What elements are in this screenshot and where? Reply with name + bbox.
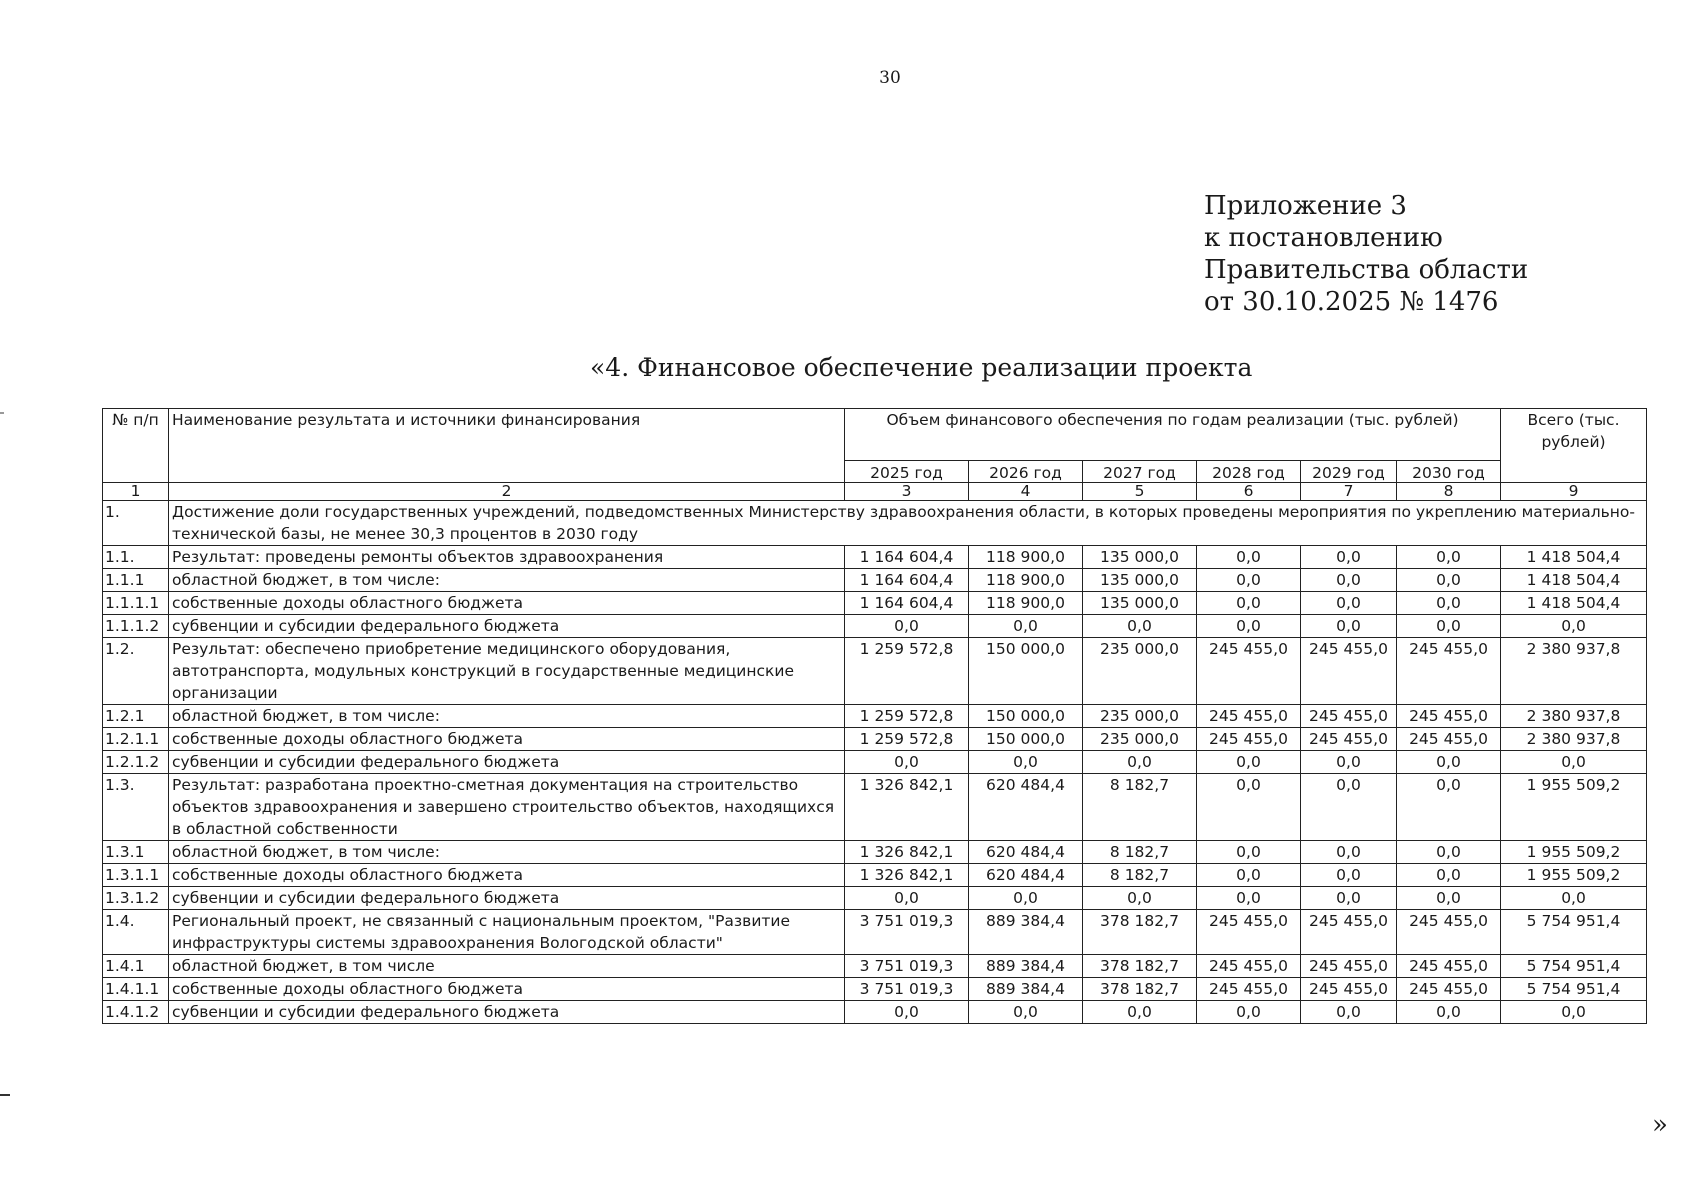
row-year-value: 0,0 <box>1197 841 1301 864</box>
header-year-5: 2029 год <box>1301 461 1397 483</box>
row-year-value: 245 455,0 <box>1397 705 1501 728</box>
row-year-value: 245 455,0 <box>1301 728 1397 751</box>
row-year-value: 889 384,4 <box>969 955 1083 978</box>
row-year-value: 235 000,0 <box>1083 705 1197 728</box>
row-total-value: 2 380 937,8 <box>1501 705 1647 728</box>
row-year-value: 0,0 <box>1083 887 1197 910</box>
row-name: Результат: проведены ремонты объектов здравоохранения <box>169 546 845 569</box>
row-year-value: 0,0 <box>1197 615 1301 638</box>
row-year-value: 0,0 <box>845 887 969 910</box>
row-total-value: 0,0 <box>1501 615 1647 638</box>
row-total-value: 1 955 509,2 <box>1501 774 1647 841</box>
table-row <box>103 546 1647 569</box>
row-year-value: 620 484,4 <box>969 841 1083 864</box>
row-year-value: 0,0 <box>1197 569 1301 592</box>
appendix-block <box>1204 190 1528 318</box>
row-year-value: 0,0 <box>1397 751 1501 774</box>
row-year-value: 245 455,0 <box>1397 728 1501 751</box>
row-year-value: 8 182,7 <box>1083 841 1197 864</box>
row-year-value: 0,0 <box>845 615 969 638</box>
row-number: 1.2.1.2 <box>103 751 169 774</box>
row-name: областной бюджет, в том числе: <box>169 705 845 728</box>
table-row <box>103 705 1647 728</box>
section-text: Достижение доли государственных учреждений, подведомственных Министерству здравоохранения области, в которых проведены мероприятия по укреплению материально-технической базы, не менее 30,3 процентов в 2030 году <box>169 501 1647 546</box>
column-number-2: 2 <box>169 483 845 501</box>
row-year-value: 378 182,7 <box>1083 978 1197 1001</box>
row-number: 1.1.1 <box>103 569 169 592</box>
row-number: 1.4.1 <box>103 955 169 978</box>
header-volume: Объем финансового обеспечения по годам реализации (тыс. рублей) <box>845 409 1501 461</box>
row-name: областной бюджет, в том числе: <box>169 569 845 592</box>
table-row <box>103 751 1647 774</box>
column-number-7: 7 <box>1301 483 1397 501</box>
row-year-value: 3 751 019,3 <box>845 910 969 955</box>
row-year-value: 8 182,7 <box>1083 774 1197 841</box>
scan-margin-mark <box>0 412 4 414</box>
row-year-value: 0,0 <box>1197 546 1301 569</box>
header-year-4: 2028 год <box>1197 461 1301 483</box>
row-name: субвенции и субсидии федерального бюджета <box>169 887 845 910</box>
table-row <box>103 569 1647 592</box>
row-number: 1.2.1.1 <box>103 728 169 751</box>
row-number: 1.4. <box>103 910 169 955</box>
row-name: субвенции и субсидии федерального бюджета <box>169 1001 845 1024</box>
row-name: областной бюджет, в том числе: <box>169 841 845 864</box>
row-year-value: 378 182,7 <box>1083 955 1197 978</box>
table-row <box>103 887 1647 910</box>
header-year-2: 2026 год <box>969 461 1083 483</box>
table-row <box>103 774 1647 841</box>
table-row <box>103 955 1647 978</box>
row-number: 1.4.1.1 <box>103 978 169 1001</box>
closing-quote: » <box>1652 1110 1668 1140</box>
row-year-value: 0,0 <box>1397 864 1501 887</box>
row-year-value: 245 455,0 <box>1301 910 1397 955</box>
table-row <box>103 592 1647 615</box>
column-number-5: 5 <box>1083 483 1197 501</box>
row-year-value: 245 455,0 <box>1397 910 1501 955</box>
row-year-value: 245 455,0 <box>1197 638 1301 705</box>
row-year-value: 0,0 <box>1197 887 1301 910</box>
column-number-8: 8 <box>1397 483 1501 501</box>
row-name: субвенции и субсидии федерального бюджета <box>169 615 845 638</box>
header-year-3: 2027 год <box>1083 461 1197 483</box>
row-year-value: 1 326 842,1 <box>845 841 969 864</box>
row-year-value: 620 484,4 <box>969 774 1083 841</box>
row-year-value: 0,0 <box>1083 1001 1197 1024</box>
row-number: 1.3.1 <box>103 841 169 864</box>
table-body <box>103 501 1647 1024</box>
row-year-value: 1 259 572,8 <box>845 705 969 728</box>
row-year-value: 0,0 <box>845 1001 969 1024</box>
row-year-value: 0,0 <box>1197 751 1301 774</box>
row-year-value: 0,0 <box>1301 592 1397 615</box>
row-year-value: 0,0 <box>1301 841 1397 864</box>
row-year-value: 245 455,0 <box>1301 955 1397 978</box>
row-year-value: 1 326 842,1 <box>845 774 969 841</box>
row-year-value: 0,0 <box>1397 841 1501 864</box>
row-year-value: 235 000,0 <box>1083 728 1197 751</box>
table-row <box>103 910 1647 955</box>
row-year-value: 889 384,4 <box>969 978 1083 1001</box>
row-number: 1.4.1.2 <box>103 1001 169 1024</box>
row-year-value: 0,0 <box>1083 615 1197 638</box>
document-title: «4. Финансовое обеспечение реализации проекта <box>590 353 1253 382</box>
row-year-value: 0,0 <box>969 751 1083 774</box>
row-year-value: 150 000,0 <box>969 638 1083 705</box>
row-name: Результат: обеспечено приобретение медицинского оборудования, автотранспорта, модульных конструкций в государственные медицинские организации <box>169 638 845 705</box>
row-year-value: 0,0 <box>1301 569 1397 592</box>
header-name: Наименование результата и источники финансирования <box>169 409 845 483</box>
row-year-value: 0,0 <box>1397 615 1501 638</box>
row-number: 1.1.1.2 <box>103 615 169 638</box>
row-total-value: 2 380 937,8 <box>1501 638 1647 705</box>
row-total-value: 1 418 504,4 <box>1501 592 1647 615</box>
row-year-value: 0,0 <box>1397 887 1501 910</box>
row-total-value: 5 754 951,4 <box>1501 978 1647 1001</box>
row-name: субвенции и субсидии федерального бюджета <box>169 751 845 774</box>
scan-margin-dash <box>0 1094 10 1096</box>
row-year-value: 378 182,7 <box>1083 910 1197 955</box>
row-year-value: 118 900,0 <box>969 546 1083 569</box>
column-number-6: 6 <box>1197 483 1301 501</box>
column-number-9: 9 <box>1501 483 1647 501</box>
row-year-value: 0,0 <box>969 887 1083 910</box>
row-year-value: 8 182,7 <box>1083 864 1197 887</box>
row-year-value: 0,0 <box>1197 592 1301 615</box>
row-name: Региональный проект, не связанный с национальным проектом, "Развитие инфраструктуры системы здравоохранения Вологодской области" <box>169 910 845 955</box>
table-header <box>103 409 1647 501</box>
table-row <box>103 841 1647 864</box>
table-row <box>103 978 1647 1001</box>
row-year-value: 245 455,0 <box>1301 705 1397 728</box>
row-year-value: 245 455,0 <box>1197 955 1301 978</box>
section-row <box>103 501 1647 546</box>
row-year-value: 0,0 <box>845 751 969 774</box>
row-year-value: 1 164 604,4 <box>845 569 969 592</box>
row-number: 1.3.1.1 <box>103 864 169 887</box>
row-name: Результат: разработана проектно-сметная документация на строительство объектов здравоохранения и завершено строительство объектов, находящихся в областной собственности <box>169 774 845 841</box>
header-num: № п/п <box>103 409 169 483</box>
row-number: 1.2. <box>103 638 169 705</box>
row-year-value: 0,0 <box>1301 615 1397 638</box>
row-total-value: 5 754 951,4 <box>1501 955 1647 978</box>
section-number: 1. <box>103 501 169 546</box>
row-year-value: 0,0 <box>1197 1001 1301 1024</box>
row-year-value: 135 000,0 <box>1083 569 1197 592</box>
row-year-value: 235 000,0 <box>1083 638 1197 705</box>
column-number-4: 4 <box>969 483 1083 501</box>
row-year-value: 118 900,0 <box>969 569 1083 592</box>
row-year-value: 1 164 604,4 <box>845 592 969 615</box>
row-year-value: 0,0 <box>1197 864 1301 887</box>
row-name: собственные доходы областного бюджета <box>169 864 845 887</box>
row-total-value: 0,0 <box>1501 751 1647 774</box>
row-year-value: 0,0 <box>1301 751 1397 774</box>
row-year-value: 245 455,0 <box>1197 728 1301 751</box>
row-year-value: 1 259 572,8 <box>845 728 969 751</box>
row-year-value: 1 164 604,4 <box>845 546 969 569</box>
row-year-value: 0,0 <box>1083 751 1197 774</box>
header-year-1: 2025 год <box>845 461 969 483</box>
row-total-value: 1 955 509,2 <box>1501 864 1647 887</box>
row-total-value: 1 955 509,2 <box>1501 841 1647 864</box>
row-number: 1.1.1.1 <box>103 592 169 615</box>
table-row <box>103 864 1647 887</box>
row-year-value: 1 326 842,1 <box>845 864 969 887</box>
row-year-value: 889 384,4 <box>969 910 1083 955</box>
row-name: областной бюджет, в том числе <box>169 955 845 978</box>
page-number: 30 <box>879 68 901 88</box>
row-year-value: 245 455,0 <box>1397 978 1501 1001</box>
table-row <box>103 1001 1647 1024</box>
row-total-value: 2 380 937,8 <box>1501 728 1647 751</box>
row-year-value: 1 259 572,8 <box>845 638 969 705</box>
row-year-value: 0,0 <box>1301 864 1397 887</box>
row-year-value: 135 000,0 <box>1083 546 1197 569</box>
row-year-value: 620 484,4 <box>969 864 1083 887</box>
appendix-line-1: Приложение 3 <box>1204 191 1407 221</box>
row-year-value: 0,0 <box>1301 887 1397 910</box>
row-year-value: 3 751 019,3 <box>845 955 969 978</box>
row-year-value: 0,0 <box>969 615 1083 638</box>
row-year-value: 150 000,0 <box>969 728 1083 751</box>
table-row <box>103 615 1647 638</box>
row-number: 1.1. <box>103 546 169 569</box>
table-row <box>103 638 1647 705</box>
row-year-value: 245 455,0 <box>1397 638 1501 705</box>
row-number: 1.3.1.2 <box>103 887 169 910</box>
row-year-value: 245 455,0 <box>1397 955 1501 978</box>
row-year-value: 0,0 <box>1397 569 1501 592</box>
financing-table <box>102 408 1647 1024</box>
row-year-value: 118 900,0 <box>969 592 1083 615</box>
row-name: собственные доходы областного бюджета <box>169 728 845 751</box>
table-row <box>103 728 1647 751</box>
row-year-value: 245 455,0 <box>1197 705 1301 728</box>
row-total-value: 0,0 <box>1501 1001 1647 1024</box>
row-year-value: 135 000,0 <box>1083 592 1197 615</box>
row-year-value: 245 455,0 <box>1197 910 1301 955</box>
appendix-line-2: к постановлению <box>1204 223 1443 253</box>
row-year-value: 0,0 <box>1301 1001 1397 1024</box>
column-number-3: 3 <box>845 483 969 501</box>
row-name: собственные доходы областного бюджета <box>169 978 845 1001</box>
appendix-line-3: Правительства области <box>1204 255 1529 285</box>
row-year-value: 245 455,0 <box>1197 978 1301 1001</box>
row-year-value: 0,0 <box>1397 1001 1501 1024</box>
row-year-value: 0,0 <box>1301 774 1397 841</box>
row-total-value: 5 754 951,4 <box>1501 910 1647 955</box>
header-year-6: 2030 год <box>1397 461 1501 483</box>
row-name: собственные доходы областного бюджета <box>169 592 845 615</box>
row-year-value: 0,0 <box>1397 774 1501 841</box>
row-year-value: 150 000,0 <box>969 705 1083 728</box>
row-total-value: 1 418 504,4 <box>1501 569 1647 592</box>
row-year-value: 0,0 <box>969 1001 1083 1024</box>
row-year-value: 3 751 019,3 <box>845 978 969 1001</box>
column-number-1: 1 <box>103 483 169 501</box>
row-number: 1.3. <box>103 774 169 841</box>
appendix-line-4: от 30.10.2025 № 1476 <box>1204 287 1499 317</box>
row-year-value: 0,0 <box>1301 546 1397 569</box>
header-total: Всего (тыс. рублей) <box>1501 409 1647 483</box>
row-number: 1.2.1 <box>103 705 169 728</box>
row-total-value: 0,0 <box>1501 887 1647 910</box>
row-year-value: 245 455,0 <box>1301 978 1397 1001</box>
row-year-value: 0,0 <box>1397 546 1501 569</box>
row-total-value: 1 418 504,4 <box>1501 546 1647 569</box>
row-year-value: 0,0 <box>1197 774 1301 841</box>
row-year-value: 0,0 <box>1397 592 1501 615</box>
row-year-value: 245 455,0 <box>1301 638 1397 705</box>
